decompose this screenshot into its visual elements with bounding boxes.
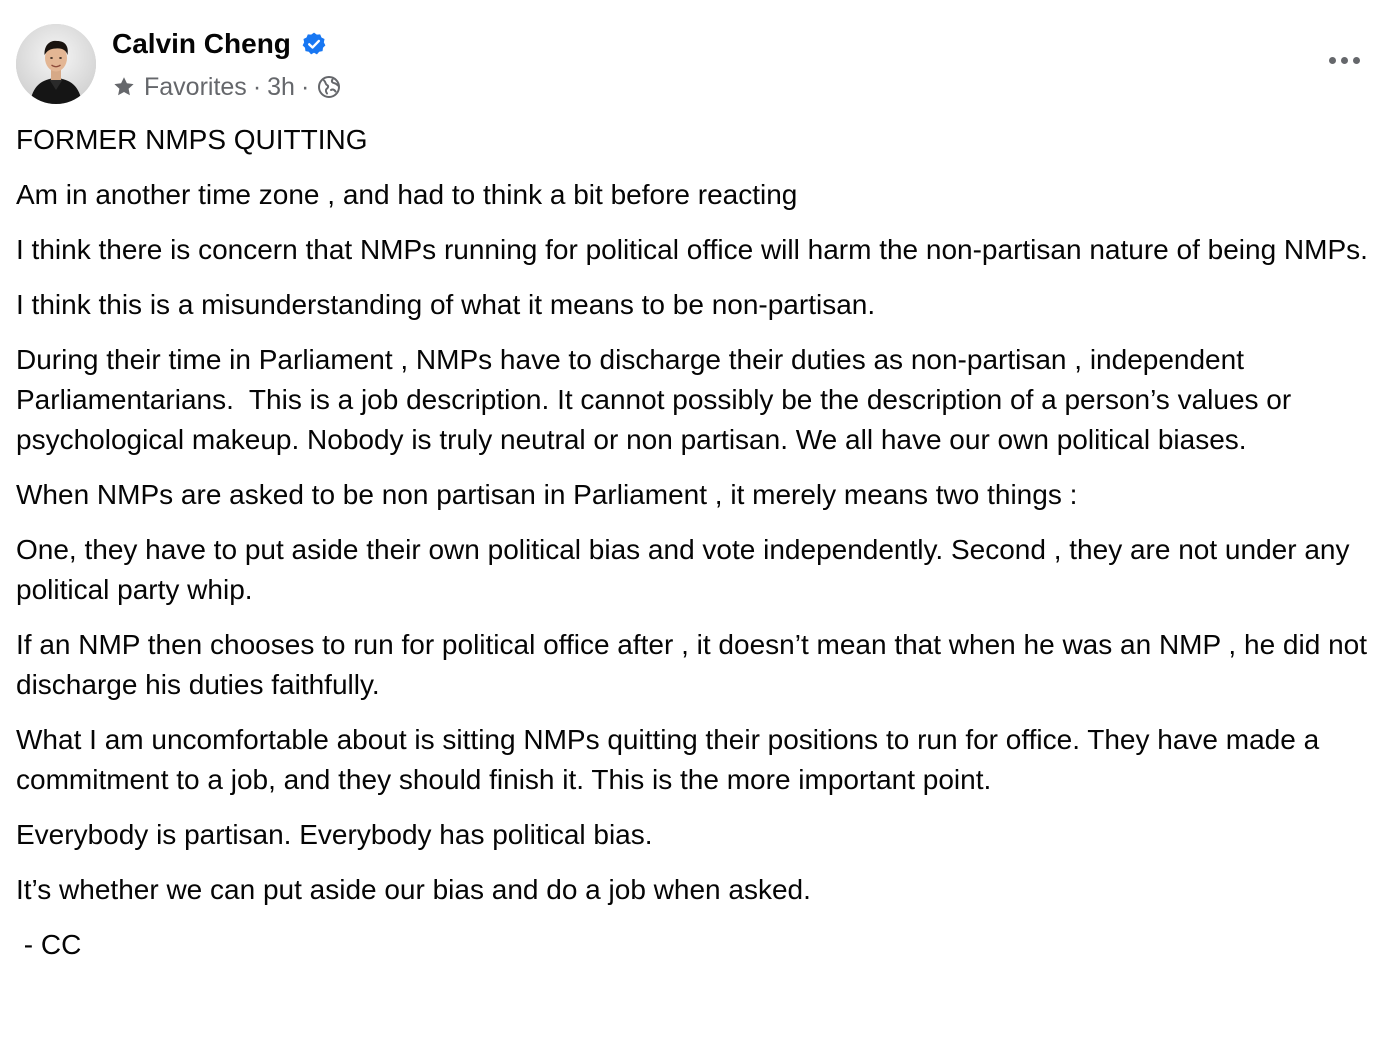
post-paragraph: It’s whether we can put aside our bias and do a job when asked. <box>16 874 811 905</box>
audience-label[interactable]: Favorites <box>144 72 247 101</box>
post-time[interactable]: 3h <box>267 72 295 101</box>
post-header <box>16 24 1376 104</box>
post-paragraph: What I am uncomfortable about is sitting NMPs quitting their positions to run for office. They have made a commitment to a job, and they should finish it. This is the more important point. <box>16 724 1327 795</box>
post-paragraph: FORMER NMPS QUITTING <box>16 124 368 155</box>
meta-separator: · <box>300 72 310 101</box>
meta-separator: · <box>252 72 262 101</box>
more-horizontal-icon <box>1341 57 1348 64</box>
more-horizontal-icon <box>1329 57 1336 64</box>
author-name[interactable]: Calvin Cheng <box>112 28 291 59</box>
profile-photo <box>16 24 96 104</box>
more-options-button[interactable] <box>1312 44 1376 76</box>
post-paragraph: During their time in Parliament , NMPs have to discharge their duties as non-partisan , independent Parliamentarians. This is a job description. It cannot possibly be the description of a person’s values or psychological makeup. Nobody is truly neutral or non partisan. We all have our own political biases. <box>16 344 1299 455</box>
verified-badge-icon <box>301 31 327 57</box>
star-icon <box>112 75 136 99</box>
post-paragraph: Everybody is partisan. Everybody has political bias. <box>16 819 653 850</box>
post-paragraph: I think there is concern that NMPs running for political office will harm the non-partisan nature of being NMPs. <box>16 234 1368 265</box>
post-signature: - CC <box>16 929 82 960</box>
post-paragraph: Am in another time zone , and had to think a bit before reacting <box>16 179 798 210</box>
post-paragraph: I think this is a misunderstanding of what it means to be non-partisan. <box>16 289 876 320</box>
post-paragraph: When NMPs are asked to be non partisan in Parliament , it merely means two things : <box>16 479 1078 510</box>
author-row <box>112 26 341 62</box>
author-block <box>112 26 341 102</box>
more-horizontal-icon <box>1353 57 1360 64</box>
post-meta <box>112 72 341 102</box>
globe-icon[interactable] <box>317 75 341 99</box>
post-paragraph: One, they have to put aside their own political bias and vote independently. Second , they are not under any political party whip. <box>16 534 1358 605</box>
avatar[interactable] <box>16 24 96 104</box>
post-paragraph: If an NMP then chooses to run for political office after , it doesn’t mean that when he was an NMP , he did not discharge his duties faithfully. <box>16 629 1375 700</box>
post-content <box>16 120 1376 980</box>
